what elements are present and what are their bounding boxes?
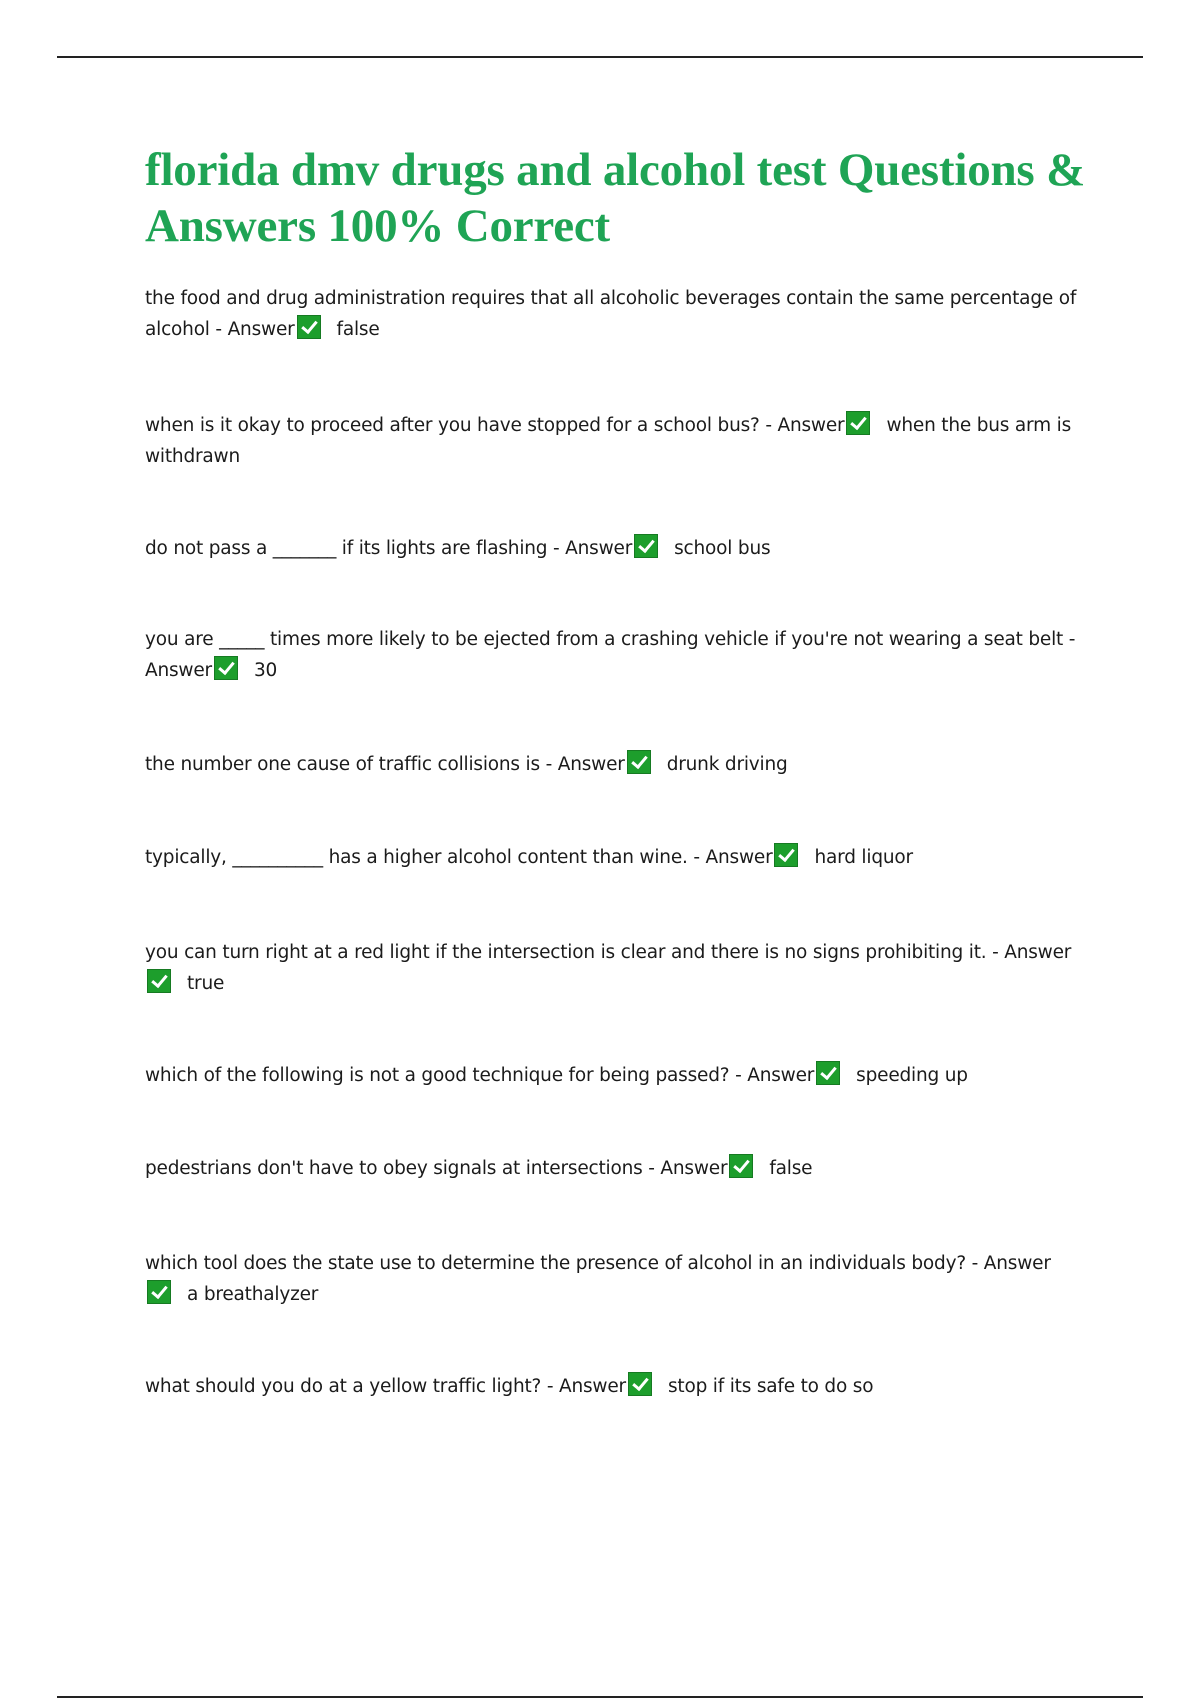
answer-label: Answer — [145, 660, 212, 681]
check-box-icon — [147, 969, 171, 993]
qa-item — [145, 842, 1090, 873]
question-text: typically, __________ has a higher alcohol content than wine. - — [145, 847, 706, 868]
qa-item — [145, 533, 1090, 564]
check-box-icon — [774, 843, 798, 867]
check-box-icon — [297, 315, 321, 339]
answer-text: false — [336, 319, 380, 340]
qa-item — [145, 1153, 1090, 1184]
qa-item — [145, 749, 1090, 780]
answer-text: 30 — [253, 660, 278, 681]
top-divider — [57, 56, 1143, 58]
question-text: what should you do at a yellow traffic light? - — [145, 1376, 560, 1397]
check-box-icon — [846, 411, 870, 435]
qa-item — [145, 283, 1090, 345]
question-text: when is it okay to proceed after you have stopped for a school bus? - — [145, 415, 778, 436]
qa-item — [145, 1060, 1090, 1091]
question-text: which tool does the state use to determine the presence of alcohol in an individuals body? - — [145, 1253, 984, 1274]
check-box-icon — [628, 1372, 652, 1396]
answer-text: a breathalyzer — [187, 1284, 319, 1305]
answer-label: Answer — [747, 1065, 815, 1086]
answer-label: Answer — [557, 754, 625, 775]
question-text: the number one cause of traffic collisions is - — [145, 754, 558, 775]
answer-label: Answer — [777, 415, 845, 436]
answer-text: drunk driving — [666, 754, 788, 775]
answer-label: Answer — [983, 1253, 1051, 1274]
answer-text: hard liquor — [814, 847, 913, 868]
check-box-icon — [634, 534, 658, 558]
answer-text: speeding up — [856, 1065, 968, 1086]
qa-item — [145, 937, 1090, 999]
answer-label: Answer — [1004, 942, 1072, 963]
check-box-icon — [729, 1154, 753, 1178]
qa-item — [145, 410, 1090, 472]
check-box-icon — [214, 656, 238, 680]
question-text: pedestrians don't have to obey signals at intersections - — [145, 1158, 661, 1179]
answer-label: Answer — [660, 1158, 728, 1179]
check-box-icon — [627, 750, 651, 774]
question-text: the food and drug administration requires that all alcoholic beverages contain the same percentage of alcohol - — [145, 288, 1077, 340]
answer-text: false — [769, 1158, 813, 1179]
answer-text: stop if its safe to do so — [667, 1376, 874, 1397]
answer-label: Answer — [705, 847, 773, 868]
qa-item — [145, 624, 1090, 686]
answer-text: true — [187, 973, 225, 994]
answer-label: Answer — [565, 538, 633, 559]
answer-text: when the bus arm is withdrawn — [145, 415, 1072, 467]
check-box-icon — [147, 1280, 171, 1304]
answer-label: Answer — [227, 319, 295, 340]
bottom-divider — [57, 1696, 1143, 1698]
question-text: which of the following is not a good technique for being passed? - — [145, 1065, 748, 1086]
answer-label: Answer — [559, 1376, 626, 1397]
check-box-icon — [816, 1061, 840, 1085]
qa-item — [145, 1248, 1090, 1310]
question-text: you are _____ times more likely to be ejected from a crashing vehicle if you're not wearing a seat belt - — [145, 629, 1076, 650]
question-text: do not pass a _______ if its lights are flashing - — [145, 538, 566, 559]
qa-item — [145, 1371, 1090, 1402]
page-title: florida dmv drugs and alcohol test Questions & Answers 100% Correct — [145, 144, 1086, 252]
answer-text: school bus — [674, 538, 771, 559]
question-text: you can turn right at a red light if the intersection is clear and there is no signs prohibiting it. - — [145, 942, 1005, 963]
